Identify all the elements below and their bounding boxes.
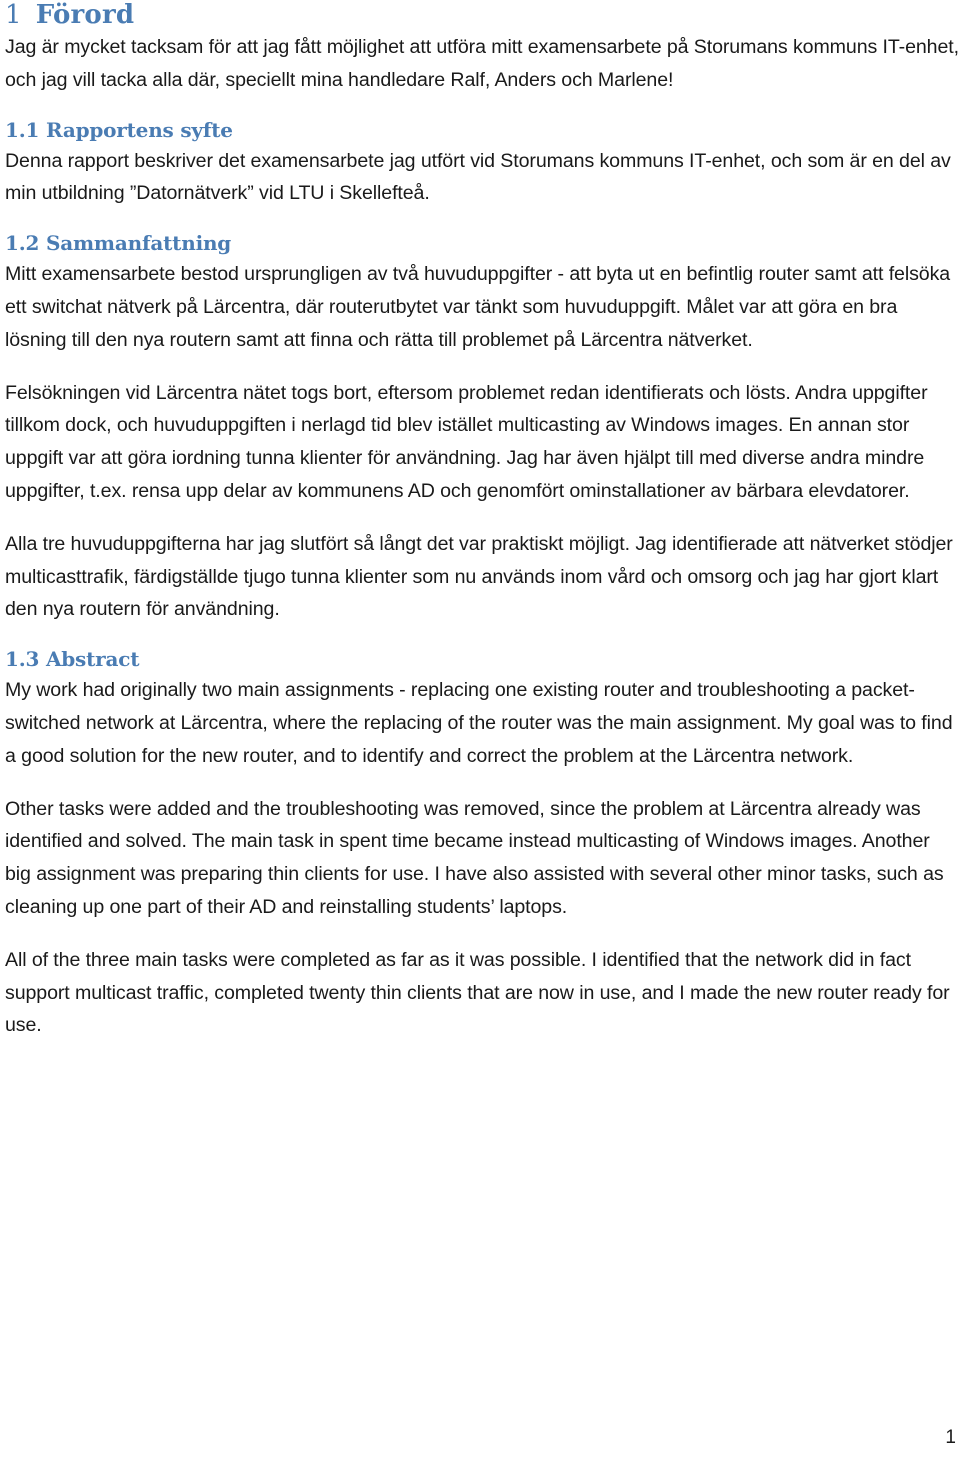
abstract-paragraph-1: My work had originally two main assignments - replacing one existing router and troubleshooting a packet-switched network at Lärcentra, where the replacing of the router was the main assignment. My goal was to find a good solution for the new router, and to identify and correct the problem at the Lärcentra network. <box>5 679 953 767</box>
sammanfattning-paragraph-1: Mitt examensarbete bestod ursprungligen av två huvuduppgifter - att byta ut en befintlig router samt att felsöka ett switchat nätverk på Lärcentra, där routerutbytet var tänkt som huvuduppgift. Målet var att göra en bra lösning till den nya routern samt att finna och rätta till problemet på Lärcentra nätverket. <box>5 263 951 351</box>
heading-abstract: 1.3 Abstract <box>5 647 140 672</box>
sammanfattning-paragraph-2: Felsökningen vid Lärcentra nätet togs bort, eftersom problemet redan identifierats och lösts. Andra uppgifter tillkom dock, och huvuduppgiften i nerlagd tid blev istället multicasting av Windows images. En annan stor uppgift var att göra iordning tunna klienter för användning. Jag har även hjälpt till med diverse andra mindre uppgifter, t.ex. rensa upp delar av kommunens AD och genomfört ominstallationer av bärbara elevdatorer. <box>5 381 928 502</box>
heading-rapportens-syfte: 1.1 Rapportens syfte <box>5 117 233 142</box>
abstract-paragraph-2: Other tasks were added and the troubleshooting was removed, since the problem at Lärcentra already was identified and solved. The main task in spent time became instead multicasting of Windows images. Another big assignment was preparing thin clients for use. I have also assisted with several other minor tasks, such as cleaning up one part of their AD and reinstalling students’ laptops. <box>5 797 944 918</box>
sammanfattning-paragraph-3: Alla tre huvuduppgifterna har jag slutfört så långt det var praktiskt möjligt. Jag identifierade att nätverket stödjer multicasttrafik, färdigställde tjugo tunna klienter som nu används inom vård och omsorg och jag har gjort klart den nya routern för användning. <box>5 532 953 621</box>
heading-sammanfattning: 1.2 Sammanfattning <box>5 231 232 256</box>
forord-paragraph: Jag är mycket tacksam för att jag fått möjlighet att utföra mitt examensarbete på Storumans kommuns IT-enhet, och jag vill tacka alla där, speciellt mina handledare Ralf, Anders och Marlene! <box>5 36 959 91</box>
rapportens-syfte-paragraph: Denna rapport beskriver det examensarbete jag utfört vid Storumans kommuns IT-enhet, och som är en del av min utbildning ”Datornätverk” vid LTU i Skellefteå. <box>5 149 951 205</box>
page-number: 1 <box>945 1427 956 1448</box>
heading-forord-number: 1 <box>5 0 22 30</box>
document-body <box>5 0 960 1042</box>
abstract-paragraph-3: All of the three main tasks were completed as far as it was possible. I identified that the network did in fact support multicast traffic, completed twenty thin clients that are now in use, and I made the new router ready for use. <box>5 948 950 1037</box>
heading-forord <box>5 0 960 30</box>
heading-forord-title: Förord <box>35 0 135 30</box>
